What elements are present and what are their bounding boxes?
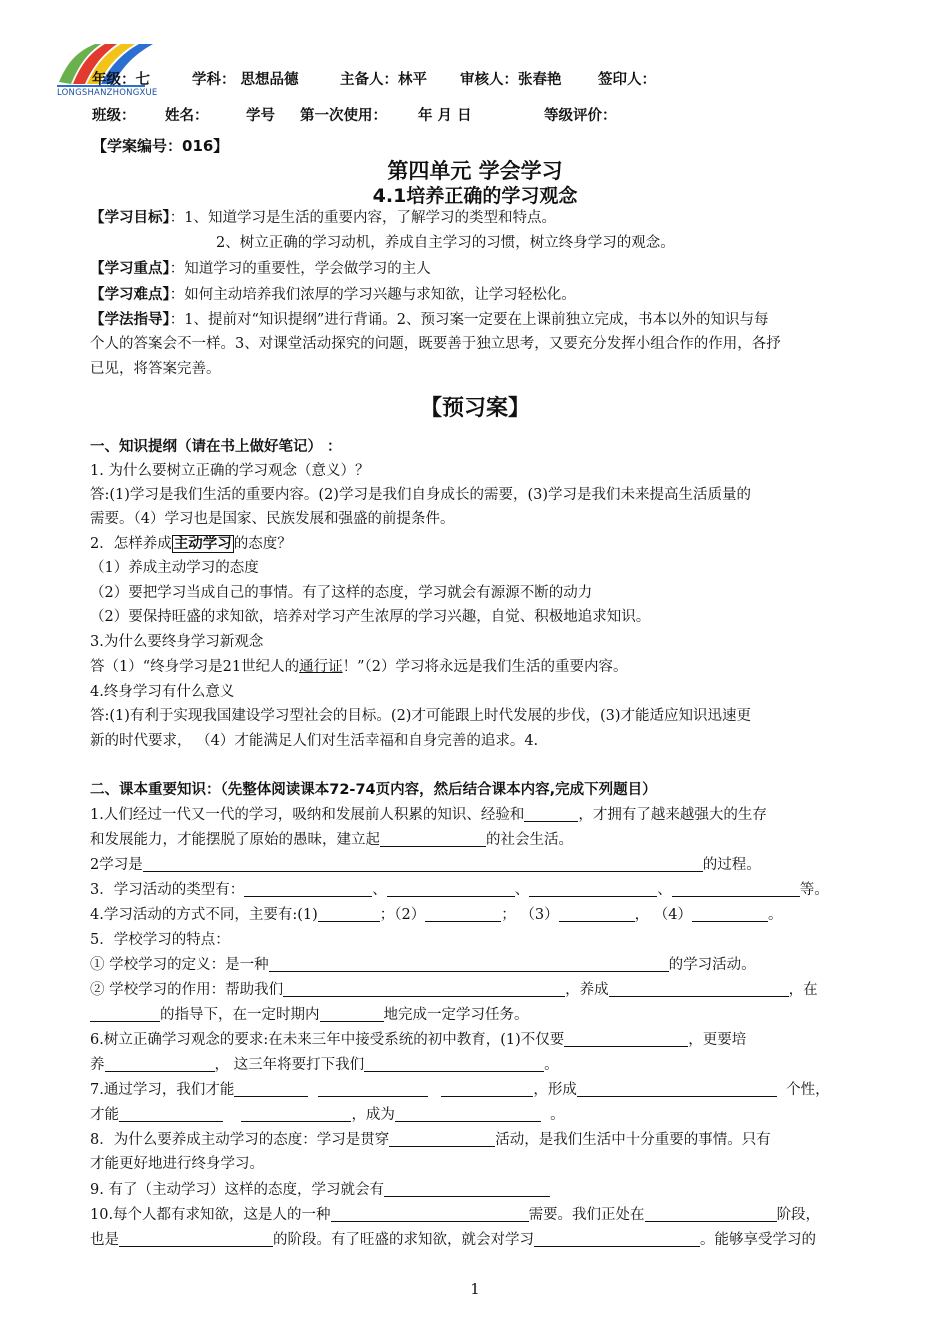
answer-blank[interactable] (441, 1080, 533, 1097)
s2-i5-3a: 的指导下，在一定时期内 (160, 1007, 320, 1023)
s1-q2-post: 的态度？ (233, 536, 292, 552)
answer-blank[interactable] (244, 880, 372, 897)
header-class: 班级： (92, 108, 136, 124)
preview-title: 【预习案】 (419, 396, 530, 421)
s1-q2-pre: 2．怎样养成 (90, 536, 172, 552)
answer-blank[interactable] (534, 1230, 700, 1247)
header-first-use: 第一次使用： (300, 108, 387, 124)
section2-title: 二、课本重要知识：（先整体阅读课本72-74页内容，然后结合课本内容,完成下列题目） (90, 782, 657, 798)
answer-blank[interactable] (283, 980, 565, 997)
s1-q1: 1. 为什么要树立正确的学习观念（意义）？ (90, 463, 370, 479)
logo-caption: LONGSHANZHONGXUE (57, 88, 158, 98)
difficulty-label: 【学习难点】 (90, 287, 170, 303)
s2-i6-c: 养 (90, 1057, 105, 1073)
method-line-1 (90, 308, 880, 332)
s2-i10-c: 阶段， (776, 1207, 821, 1223)
s2-i8-a: 8．为什么要养成主动学习的态度：学习是贯穿 (90, 1132, 390, 1148)
method-label: 【学法指导】 (90, 312, 170, 328)
s1-a4-line2: 新的时代要求， （4）才能满足人们对生活幸福和自身完善的追求。4. (90, 733, 539, 749)
s2-i6-b: ，更要培 (688, 1032, 747, 1048)
lesson-title: 4.1培养正确的学习观念 (372, 185, 578, 207)
s2-i7-c: 个性， (786, 1082, 830, 1098)
s2-i7-f: 。 (550, 1107, 565, 1123)
s1-a3-pre: 答（1）“终身学习是21世纪人的 (90, 659, 300, 675)
method-line-2: 个人的答案会不一样。3、对课堂活动探究的问题，既要善于独立思考，又要充分发挥小组合作的作用，各抒 (90, 336, 781, 352)
s1-a1-line1: 答:(1)学习是我们生活的重要内容。(2)学习是我们自身成长的需要，(3)学习是我们未来提高生活质量的 (90, 487, 751, 503)
s2-i8-b: 活动，是我们生活中十分重要的事情。只有 (495, 1132, 771, 1148)
s2-i6-e: 。 (544, 1057, 559, 1073)
answer-blank[interactable] (672, 880, 800, 897)
s2-i1-d: 的社会生活。 (486, 832, 573, 848)
s2-i1-c: 和发展能力，才能摆脱了原始的愚昧，建立起 (90, 832, 380, 848)
unit-title: 第四单元 学会学习 (387, 159, 563, 183)
header-subject: 学科： 思想品德 (192, 72, 299, 88)
s2-i1-a: 1.人们经过一代又一代的学习，吸纳和发展前人积累的知识、经验和 (90, 807, 525, 823)
s2-i7-a: 7.通过学习，我们才能 (90, 1082, 235, 1098)
s2-item9 (90, 1178, 880, 1202)
header-grade: 年级：七 (92, 72, 150, 88)
objectives-text-1: ：1、知道学习是生活的重要内容，了解学习的类型和特点。 (169, 210, 556, 226)
header-grade-eval: 等级评价： (544, 108, 617, 124)
s1-q3: 3.为什么要终身学习新观念 (90, 634, 264, 650)
s2-i6-d: ， 这三年将要打下我们 (214, 1057, 365, 1073)
answer-blank[interactable] (389, 1130, 495, 1147)
page-number: 1 (470, 1280, 480, 1298)
answer-blank[interactable] (524, 805, 578, 822)
difficulty-text: ：如何主动培养我们浓厚的学习兴趣与求知欲，让学习轻松化。 (169, 287, 576, 303)
s2-item4 (90, 903, 880, 927)
s2-i7-e: ，成为 (351, 1107, 395, 1123)
s2-item10-line1 (90, 1203, 880, 1227)
key-point-text: ：知道学习的重要性，学会做学习的主人 (169, 261, 431, 277)
s2-item1-line1 (90, 803, 880, 827)
s2-i5-2c: ，在 (788, 982, 818, 998)
answer-blank[interactable] (234, 1080, 308, 1097)
header-name: 姓名： (165, 108, 209, 124)
s2-i3-end: 等。 (799, 882, 829, 898)
s2-i10-f: 。能够享受学习的 (700, 1232, 816, 1248)
s2-i10-b: 需要。我们正处在 (528, 1207, 645, 1223)
answer-blank[interactable] (609, 980, 789, 997)
header-signer: 签印人： (598, 72, 656, 88)
s2-item5: 5．学校学习的特点： (90, 932, 230, 948)
answer-blank[interactable] (387, 880, 515, 897)
s1-a2-3: （2）要保持旺盛的求知欲，培养对学习产生浓厚的学习兴趣，自觉、积极地追求知识。 (90, 609, 651, 625)
method-line-3: 已见，将答案完善。 (90, 361, 221, 377)
s2-i9: 9. 有了（主动学习）这样的态度，学习就会有 (90, 1182, 384, 1198)
case-number: 【学案编号：016】 (92, 137, 229, 155)
s1-a3 (90, 655, 880, 679)
s2-i4-d: ， （4） (634, 907, 692, 923)
header-number: 学号 (246, 108, 275, 124)
s1-q2-boxed-term: 主动学习 (173, 536, 232, 552)
answer-blank[interactable] (380, 830, 486, 847)
s2-i5-2a: ② 学校学习的作用：帮助我们 (90, 982, 284, 998)
s2-i2-b: 的过程。 (702, 857, 761, 873)
s2-item3 (90, 878, 880, 902)
header-preparer: 主备人：林平 (340, 72, 427, 88)
key-point-label: 【学习重点】 (90, 261, 170, 277)
s2-i3-sep: 、 (372, 882, 387, 898)
s2-i5-3b: 地完成一定学习任务。 (383, 1007, 529, 1023)
answer-blank[interactable] (364, 1055, 544, 1072)
method-text-1: ：1、提前对“知识提纲”进行背诵。2、预习案一定要在上课前独立完成，书本以外的知识与每 (169, 312, 769, 328)
s2-i10-e: 的阶段。有了旺盛的求知欲，就会对学习 (273, 1232, 534, 1248)
s2-i4-b: ；（2） (379, 907, 426, 923)
s2-item7-line1 (90, 1078, 880, 1102)
answer-blank[interactable] (320, 1005, 384, 1022)
s2-i3-a: 3．学习活动的类型有： (90, 882, 245, 898)
key-point (90, 257, 880, 281)
answer-blank[interactable] (241, 1105, 351, 1122)
s2-item5-1 (90, 953, 880, 977)
s1-a3-post: ！”（2）学习将永远是我们生活的重要内容。 (342, 659, 628, 675)
objectives-label: 【学习目标】 (90, 210, 170, 226)
answer-blank[interactable] (645, 1205, 777, 1222)
s2-i4-a: 4.学习活动的方式不同，主要有:(1) (90, 907, 318, 923)
difficulty (90, 283, 880, 307)
s2-i4-c: ； （3） (501, 907, 559, 923)
s2-item8-line2: 才能更好地进行终身学习。 (90, 1156, 264, 1172)
answer-blank[interactable] (384, 1180, 550, 1197)
s2-item6-line1 (90, 1028, 880, 1052)
answer-blank[interactable] (318, 905, 380, 922)
s2-i5-1a: ① 学校学习的定义：是一种 (90, 957, 269, 973)
answer-blank[interactable] (577, 1080, 777, 1097)
s1-a1-line2: 需要。（4）学习也是国家、民族发展和强盛的前提条件。 (90, 511, 455, 527)
answer-blank[interactable] (331, 1205, 529, 1222)
s1-a3-underlined: 通行证 (299, 659, 343, 675)
s1-a2-2: （2）要把学习当成自己的事情。有了这样的态度，学习就会有源源不断的动力 (90, 585, 593, 601)
header-reviewer: 审核人：张春艳 (460, 72, 562, 88)
s1-a4-line1: 答:(1)有利于实现我国建设学习型社会的目标。(2)才可能跟上时代发展的步伐，(3)才能适应知识迅速更 (90, 708, 751, 724)
s2-i3-sep: 、 (514, 882, 530, 898)
answer-blank[interactable] (529, 880, 657, 897)
answer-blank[interactable] (564, 1030, 688, 1047)
header-date: 年 月 日 (418, 108, 472, 124)
s2-i10-a: 10.每个人都有求知欲，这是人的一种 (90, 1207, 331, 1223)
answer-blank[interactable] (318, 1080, 428, 1097)
s1-a2-1: （1）养成主动学习的态度 (90, 560, 259, 576)
answer-blank[interactable] (90, 1005, 160, 1022)
answer-blank[interactable] (105, 1055, 215, 1072)
s2-i4-e: 。 (767, 907, 783, 923)
answer-blank[interactable] (269, 955, 669, 972)
s2-item2 (90, 853, 880, 877)
s2-item10-line2 (90, 1228, 880, 1252)
s2-i3-sep: 、 (657, 882, 672, 898)
s2-item6-line2 (90, 1053, 880, 1077)
s2-i6-a: 6.树立正确学习观念的要求:在未来三年中接受系统的初中教育，(1)不仅要 (90, 1032, 565, 1048)
s1-q2 (90, 532, 880, 556)
answer-blank[interactable] (692, 905, 768, 922)
s2-i1-b: ，才拥有了越来越强大的生存 (578, 807, 767, 823)
answer-blank[interactable] (143, 855, 703, 872)
s2-item5-3 (90, 1003, 880, 1027)
objectives-line-2: 2、树立正确的学习动机，养成自主学习的习惯，树立终身学习的观念。 (216, 235, 675, 251)
s2-i5-1b: 的学习活动。 (668, 957, 756, 973)
s2-item5-2 (90, 978, 880, 1002)
objectives-line-1 (90, 206, 880, 230)
s2-item1-line2 (90, 828, 880, 852)
s1-q4: 4.终身学习有什么意义 (90, 684, 235, 700)
s2-i5-2b: ，养成 (565, 982, 609, 998)
answer-blank[interactable] (395, 1105, 541, 1122)
s2-i7-d: 才能 (90, 1107, 119, 1123)
s2-i2-a: 2学习是 (90, 857, 143, 873)
s2-item7-line2 (90, 1103, 880, 1127)
answer-blank[interactable] (119, 1230, 273, 1247)
s2-item8-line1 (90, 1128, 880, 1152)
answer-blank[interactable] (425, 905, 501, 922)
answer-blank[interactable] (119, 1105, 223, 1122)
s2-i7-b: ，形成 (533, 1082, 577, 1098)
answer-blank[interactable] (559, 905, 635, 922)
s2-i10-d: 也是 (90, 1232, 119, 1248)
section1-title: 一、知识提纲（请在书上做好笔记） ： (90, 439, 342, 455)
